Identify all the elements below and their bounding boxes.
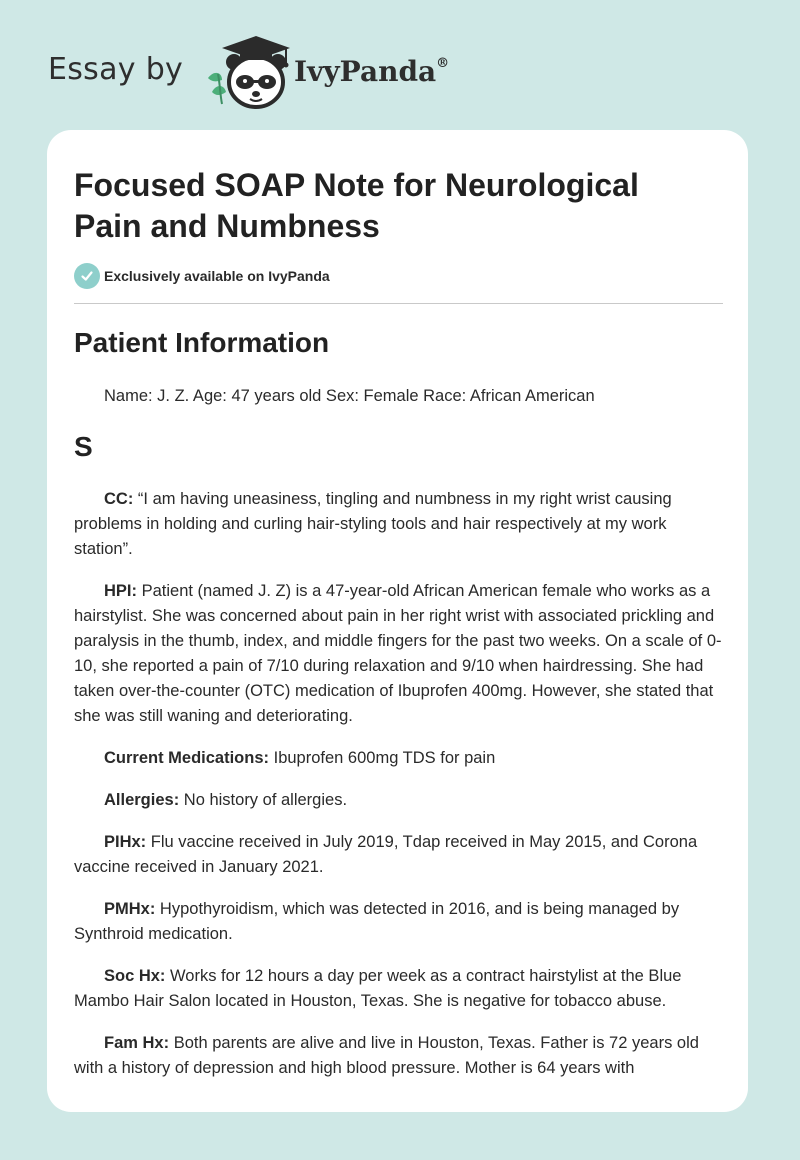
divider xyxy=(74,303,723,304)
paragraph-allergies: Allergies: No history of allergies. xyxy=(104,791,348,809)
paragraph-fam-hx: Fam Hx: Both parents are alive and live in Houston, Texas. Father is 72 years old with a history of depression and high blood pressure. Mother is 64 years with xyxy=(74,1034,699,1077)
paragraph-soc-hx: Soc Hx: Works for 12 hours a day per week as a contract hairstylist at the Blue Mambo Hair Salon located in Houston, Texas. She is negative for tobacco abuse. xyxy=(74,967,682,1010)
patient-info-block xyxy=(74,384,723,409)
paragraph-cc: CC: “I am having uneasiness, tingling and numbness in my right wrist causing problems in holding and curling hair-styling tools and hair respectively at my work station”. xyxy=(74,490,672,558)
check-icon xyxy=(74,263,100,289)
essay-card xyxy=(47,130,748,1112)
brand-header xyxy=(48,34,488,110)
badge-text: Exclusively available on IvyPanda xyxy=(104,268,330,284)
section-heading-subjective: S xyxy=(74,431,93,462)
panda-logo-icon xyxy=(200,34,296,110)
paragraph-current-medications: Current Medications: Ibuprofen 600mg TDS for pain xyxy=(104,749,496,767)
subjective-block xyxy=(74,487,723,1081)
exclusive-badge xyxy=(74,263,330,289)
page-title: Focused SOAP Note for Neurological Pain and Numbness xyxy=(74,167,639,244)
patient-info-text: Name: J. Z. Age: 47 years old Sex: Female Race: African American xyxy=(104,387,595,405)
section-heading-patient-info: Patient Information xyxy=(74,327,330,358)
paragraph-pihx: PIHx: Flu vaccine received in July 2019, Tdap received in May 2015, and Corona vaccine received in January 2021. xyxy=(74,833,698,876)
paragraph-hpi: HPI: Patient (named J. Z) is a 47-year-old African American female who works as a hairstylist. She was concerned about pain in her right wrist with associated prickling and paralysis in the thumb, index, and middle fingers for the past two weeks. On a scale of 0-10, she reported a pain of 7/10 during relaxation and 9/10 when hairdressing. She had taken over-the-counter (OTC) medication of Ibuprofen 400mg. However, she stated that she was still waning and deteriorating. xyxy=(74,582,722,725)
paragraph-pmhx: PMHx: Hypothyroidism, which was detected in 2016, and is being managed by Synthroid medication. xyxy=(74,900,680,943)
brand-prefix: Essay by xyxy=(48,52,184,87)
brand-name: IvyPanda® xyxy=(294,55,450,88)
